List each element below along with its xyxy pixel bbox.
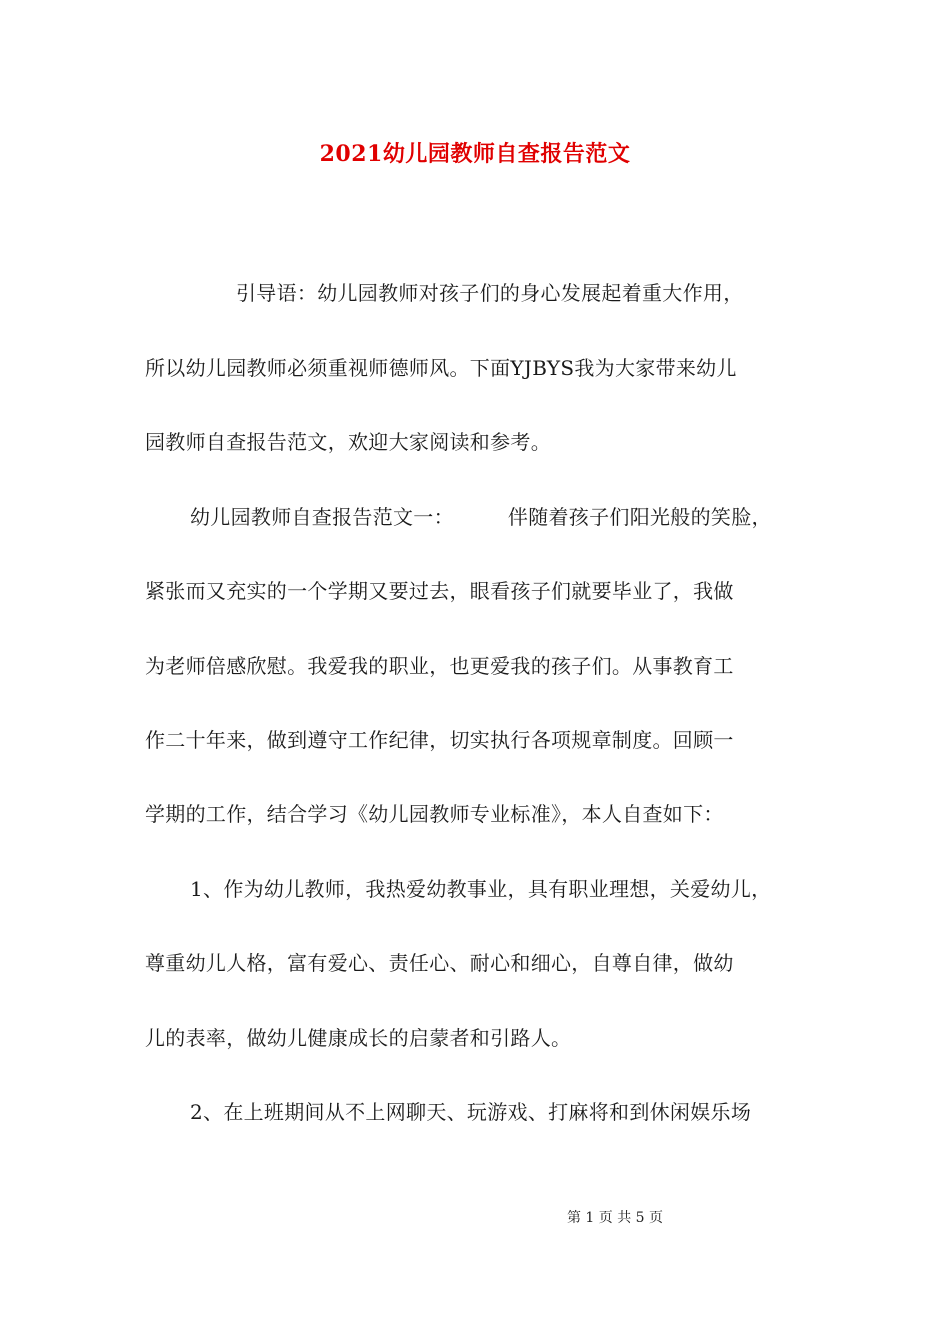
paragraph-line: 所以幼儿园教师必须重视师德师风。下面YJBYS我为大家带来幼儿 (145, 356, 737, 380)
paragraph-line: 引导语：幼儿园教师对孩子们的身心发展起着重大作用， (236, 281, 744, 305)
paragraph-line: 作二十年来，做到遵守工作纪律，切实执行各项规章制度。回顾一 (145, 728, 734, 752)
paragraph-line: 儿的表率，做幼儿健康成长的启蒙者和引路人。 (145, 1026, 572, 1050)
paragraph-line: 学期的工作，结合学习《幼儿园教师专业标准》，本人自查如下： (145, 802, 724, 826)
page-footer (0, 1208, 950, 1228)
paragraph-line: 1、作为幼儿教师，我热爱幼教事业，具有职业理想，关爱幼儿， (190, 877, 772, 901)
section-heading-line (190, 502, 880, 532)
paragraph-text: 伴随着孩子们阳光般的笑脸， (507, 505, 772, 529)
paragraph-line: 2、在上班期间从不上网聊天、玩游戏、打麻将和到休闲娱乐场 (190, 1100, 752, 1124)
paragraph-line: 园教师自查报告范文，欢迎大家阅读和参考。 (145, 430, 551, 454)
section-heading: 幼儿园教师自查报告范文一： (190, 505, 454, 529)
page-number: 第 1 页 共 5 页 (566, 1210, 664, 1226)
paragraph-line: 紧张而又充实的一个学期又要过去，眼看孩子们就要毕业了，我做 (145, 579, 734, 603)
paragraph-line: 为老师倍感欣慰。我爱我的职业，也更爱我的孩子们。从事教育工 (145, 654, 734, 678)
document-title: 2021幼儿园教师自查报告范文 (319, 141, 631, 167)
paragraph-line: 尊重幼儿人格，富有爱心、责任心、耐心和细心，自尊自律，做幼 (145, 951, 734, 975)
